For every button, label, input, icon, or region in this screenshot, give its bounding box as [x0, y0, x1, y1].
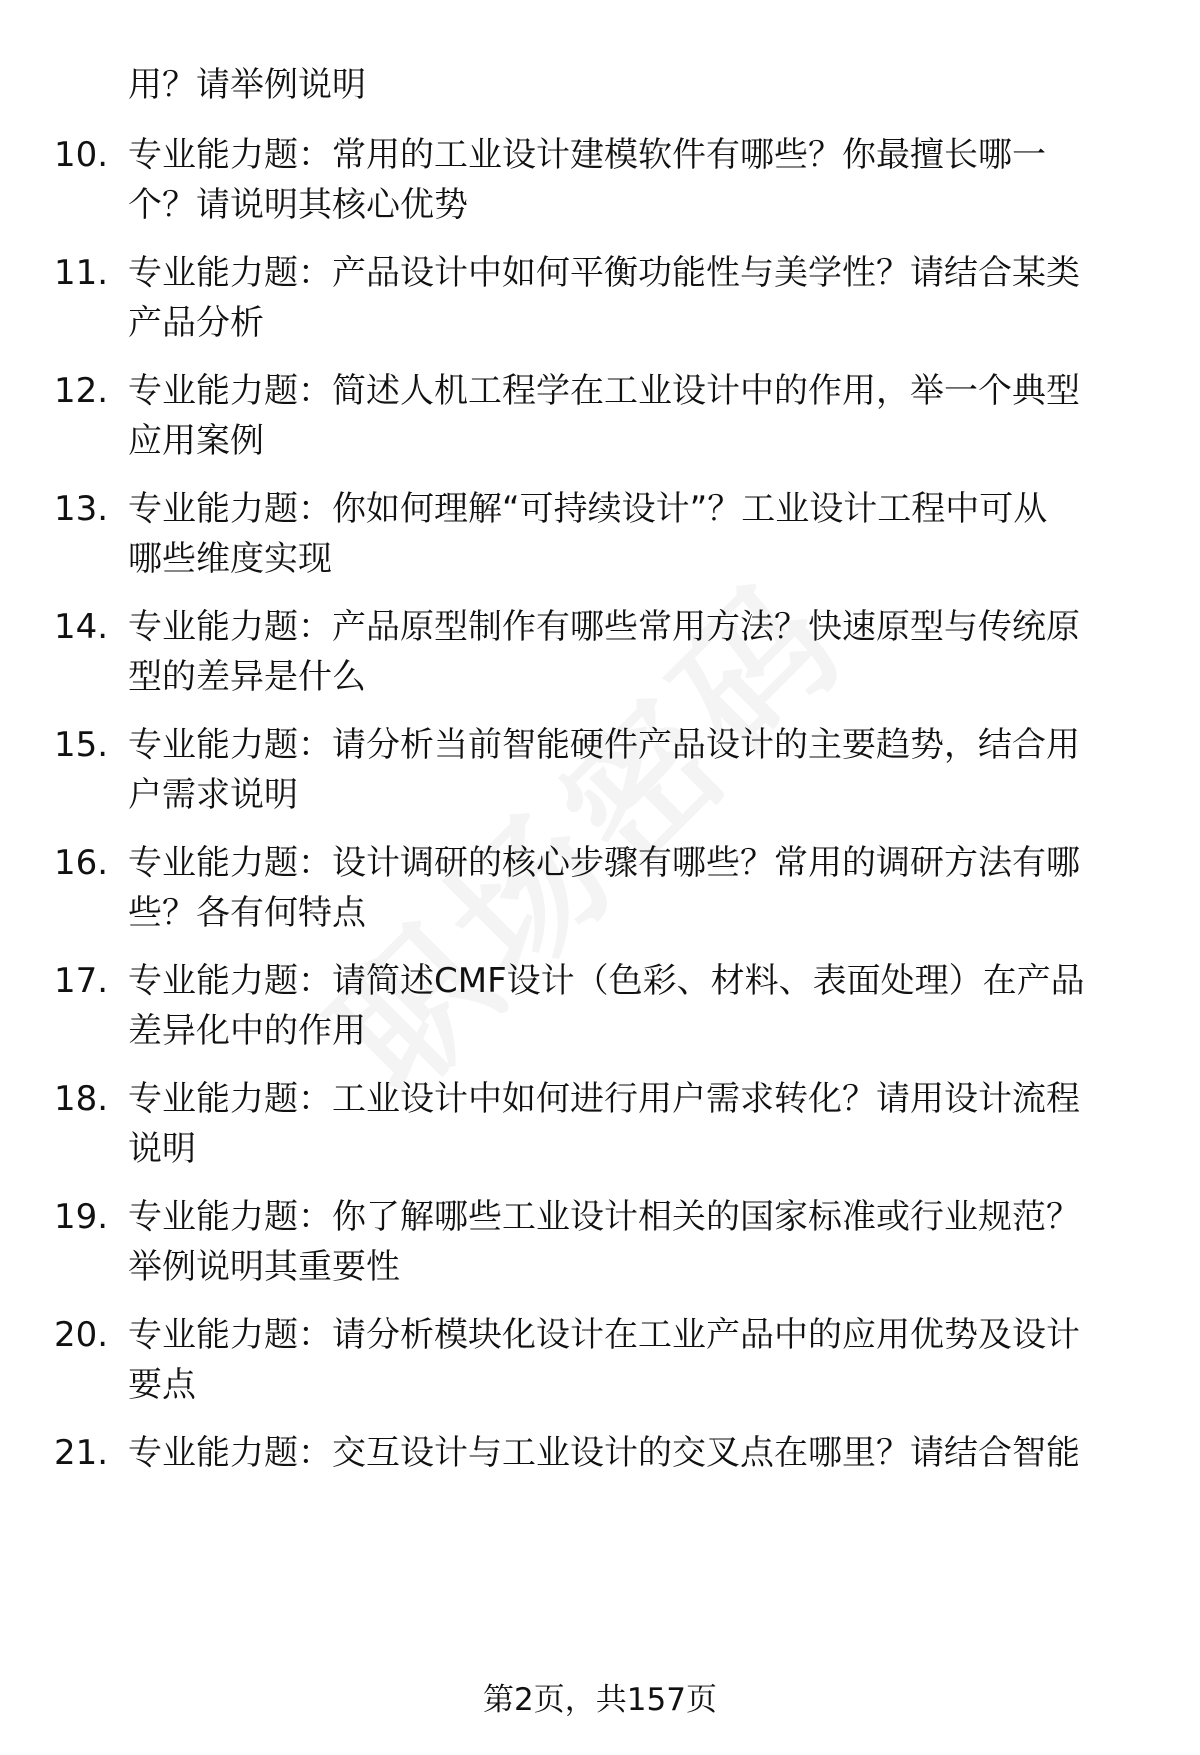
question-line: 个？请说明其核心优势 [128, 185, 468, 225]
question-line: 专业能力题：工业设计中如何进行用户需求转化？请用设计流程 [128, 1079, 1080, 1119]
question-number: 14. [54, 607, 109, 647]
question-text [128, 366, 1148, 466]
question-number: 17. [54, 961, 109, 1001]
question-number: 11. [54, 253, 109, 293]
question-text [128, 484, 1148, 584]
question-text [128, 1192, 1148, 1292]
question-line: 要点 [128, 1365, 196, 1405]
question-line: 产品分析 [128, 303, 264, 343]
question-text [128, 956, 1148, 1056]
question-text [128, 1074, 1148, 1174]
question-item [0, 366, 1200, 466]
question-line: 应用案例 [128, 421, 264, 461]
question-item [0, 956, 1200, 1056]
question-text [128, 602, 1148, 702]
question-line: 型的差异是什么 [128, 657, 366, 697]
question-number: 18. [54, 1079, 109, 1119]
question-line: 户需求说明 [128, 775, 298, 815]
question-line: 专业能力题：交互设计与工业设计的交叉点在哪里？请结合智能 [128, 1433, 1080, 1473]
question-text [128, 838, 1148, 938]
question-line: 专业能力题：产品原型制作有哪些常用方法？快速原型与传统原 [128, 607, 1080, 647]
question-line: 专业能力题：你了解哪些工业设计相关的国家标准或行业规范？ [128, 1197, 1080, 1237]
question-line: 些？各有何特点 [128, 893, 366, 933]
question-number: 12. [54, 371, 109, 411]
question-number: 19. [54, 1197, 109, 1237]
question-number: 21. [54, 1433, 109, 1473]
question-line: 专业能力题：产品设计中如何平衡功能性与美学性？请结合某类 [128, 253, 1080, 293]
question-item [0, 1192, 1200, 1292]
question-item [0, 838, 1200, 938]
question-number: 13. [54, 489, 109, 529]
question-item [0, 1074, 1200, 1174]
question-item [0, 602, 1200, 702]
question-number: 16. [54, 843, 109, 883]
question-line: 说明 [128, 1129, 196, 1169]
question-item [0, 1428, 1200, 1528]
question-line: 举例说明其重要性 [128, 1247, 400, 1287]
question-line: 专业能力题：设计调研的核心步骤有哪些？常用的调研方法有哪 [128, 843, 1080, 883]
page-footer: 第2页，共157页 [483, 1682, 717, 1718]
question-line: 专业能力题：简述人机工程学在工业设计中的作用，举一个典型 [128, 371, 1080, 411]
question-text [128, 720, 1148, 820]
question-line: 差异化中的作用 [128, 1011, 366, 1051]
question-line: 哪些维度实现 [128, 539, 332, 579]
question-line: 专业能力题：你如何理解“可持续设计”？工业设计工程中可从 [128, 489, 1048, 529]
question-item [0, 1310, 1200, 1410]
question-number: 20. [54, 1315, 109, 1355]
question-number: 15. [54, 725, 109, 765]
question-item [0, 130, 1200, 230]
question-item [0, 248, 1200, 348]
question-text [128, 248, 1148, 348]
question-text [128, 130, 1148, 230]
question-line: 专业能力题：请分析模块化设计在工业产品中的应用优势及设计 [128, 1315, 1080, 1355]
question-number: 10. [54, 135, 109, 175]
question-text [128, 1310, 1148, 1410]
question-text [128, 1428, 1148, 1478]
question-line: 专业能力题：常用的工业设计建模软件有哪些？你最擅长哪一 [128, 135, 1046, 175]
continued-question-text: 用？请举例说明 [128, 65, 366, 105]
question-item [0, 484, 1200, 584]
question-line: 专业能力题：请简述CMF设计（色彩、材料、表面处理）在产品 [128, 961, 1085, 1001]
question-line: 专业能力题：请分析当前智能硬件产品设计的主要趋势，结合用 [128, 725, 1080, 765]
question-item [0, 720, 1200, 820]
